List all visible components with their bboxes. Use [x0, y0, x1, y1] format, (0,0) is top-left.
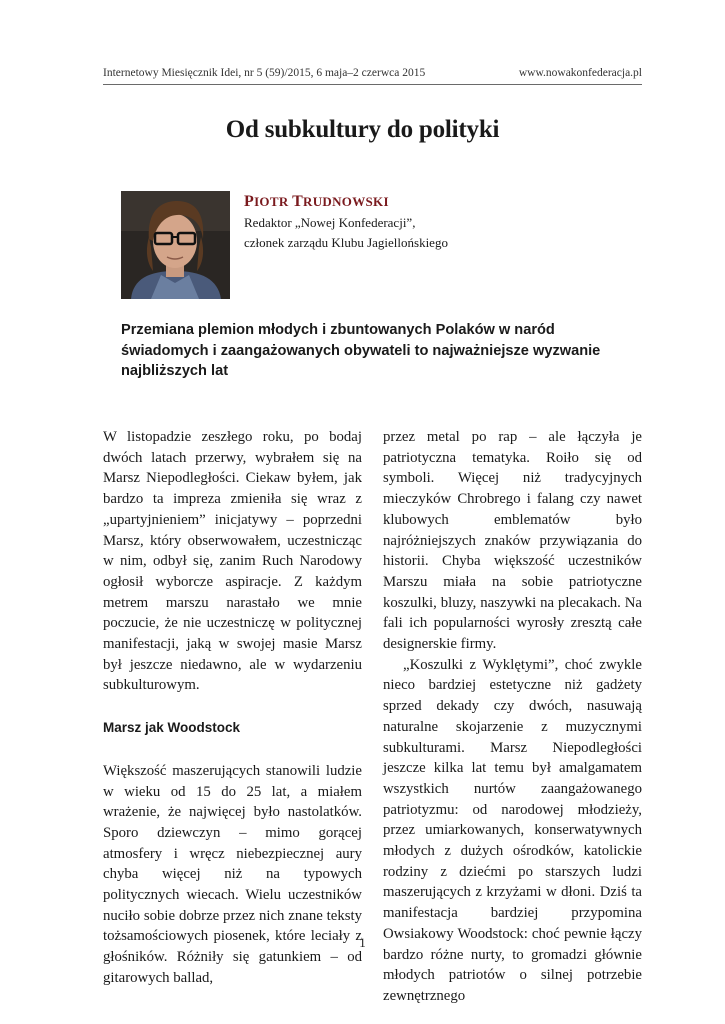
running-header: [103, 64, 642, 85]
author-role-line: członek zarządu Klubu Jagiellońskiego: [244, 235, 448, 250]
body-paragraph: Większość maszerujących stanowili ludzie w wieku od 15 do 25 lat, a miałem wrażenie, że najwięcej było nastolatków. Sporo dziewczyn – mimo gorącej atmosfery i wręcz niebezpiecznej aury chyba więcej niż na typowych politycznych wiecach. Wielu uczestników nuciło sobie dobrze przez nich znane teksty tożsamościowych piosenek, które leciały z głośników. Różniły się gatunkiem – od gitarowych ballad,: [103, 762, 362, 986]
article-lead: Przemiana plemion młodych i zbuntowanych Polaków w naród świadomych i zaangażowanych obywateli to najważniejsze wyzwanie najbliższych lat: [121, 322, 601, 379]
text-column-left: [103, 427, 362, 989]
author-role-line: Redaktor „Nowej Konfederacji”,: [244, 215, 416, 230]
author-role: [244, 213, 448, 253]
body-paragraph: W listopadzie zeszłego roku, po bodaj dwóch latach przerwy, wybrałem się na Marsz Niepodległości. Ciekaw byłem, jak bardzo ta impreza zmieniła się wraz z „upartyjnieniem” inicjatywy – poprzedni Marsz, który obserwowałem, uczestnicząc w nim, odbył się, zanim Ruch Narodowy ogłosił wyborcze aspiracje. Z każdym metrem marszu narastało we mnie poczucie, że nie uczestniczę w politycznej manifestacji, jaką w swojej masie Marsz był jeszcze niedawno, ale w wydarzeniu subkulturowym.: [103, 429, 362, 694]
body-paragraph: przez metal po rap – ale łączyła je patriotyczna tematyka. Roiło się od symboli. Więcej niż tradycyjnych mieczyków Chrobrego i falang czy nawet klubowych emblematów było najróżniejszych znaków przywiązania do historii. Chyba większość uczestników Marszu miała na sobie patriotyczne koszulki, bluzy, naszywki na plecakach. Na fali ich popularności wyrosły zresztą całe designerskie firmy.: [383, 429, 642, 653]
text-column-right: [383, 427, 642, 1007]
journal-info: Internetowy Miesięcznik Idei, nr 5 (59)/2015, 6 maja–2 czerwca 2015: [103, 67, 426, 79]
section-heading: Marsz jak Woodstock: [103, 720, 241, 736]
author-name: PIOTR TRUDNOWSKI: [244, 193, 389, 210]
author-photo: [121, 191, 230, 299]
page-number: 1: [359, 935, 366, 950]
body-paragraph: „Koszulki z Wyklętymi”, choć zwykle nieco bardziej estetyczne niż gadżety sprzed dekady czy dwóch, nasuwają naturalne skojarzenie z muzycznymi subkulturami. Marsz Niepodległości jeszcze kilka lat temu był amalgamatem wszystkich nurtów zaangażowanego patriotyzmu: od narodowej młodzieży, przez umiarkowanych, konserwatywnych młodych z dużych ośrodków, katolickie rodziny z dziećmi po starszych ludzi maszerujących z krzyżami w dłoni. Dziś ta manifestacja bardziej przypomina Owsiakowy Woodstock: choć pewnie łączy bardzo różne nurty, to gromadzi głównie młodych patriotów o silnej potrzebie zewnętrznego: [383, 656, 642, 1004]
website-url[interactable]: www.nowakonfederacja.pl: [518, 67, 642, 79]
article-title: Od subkultury do polityki: [225, 116, 500, 143]
